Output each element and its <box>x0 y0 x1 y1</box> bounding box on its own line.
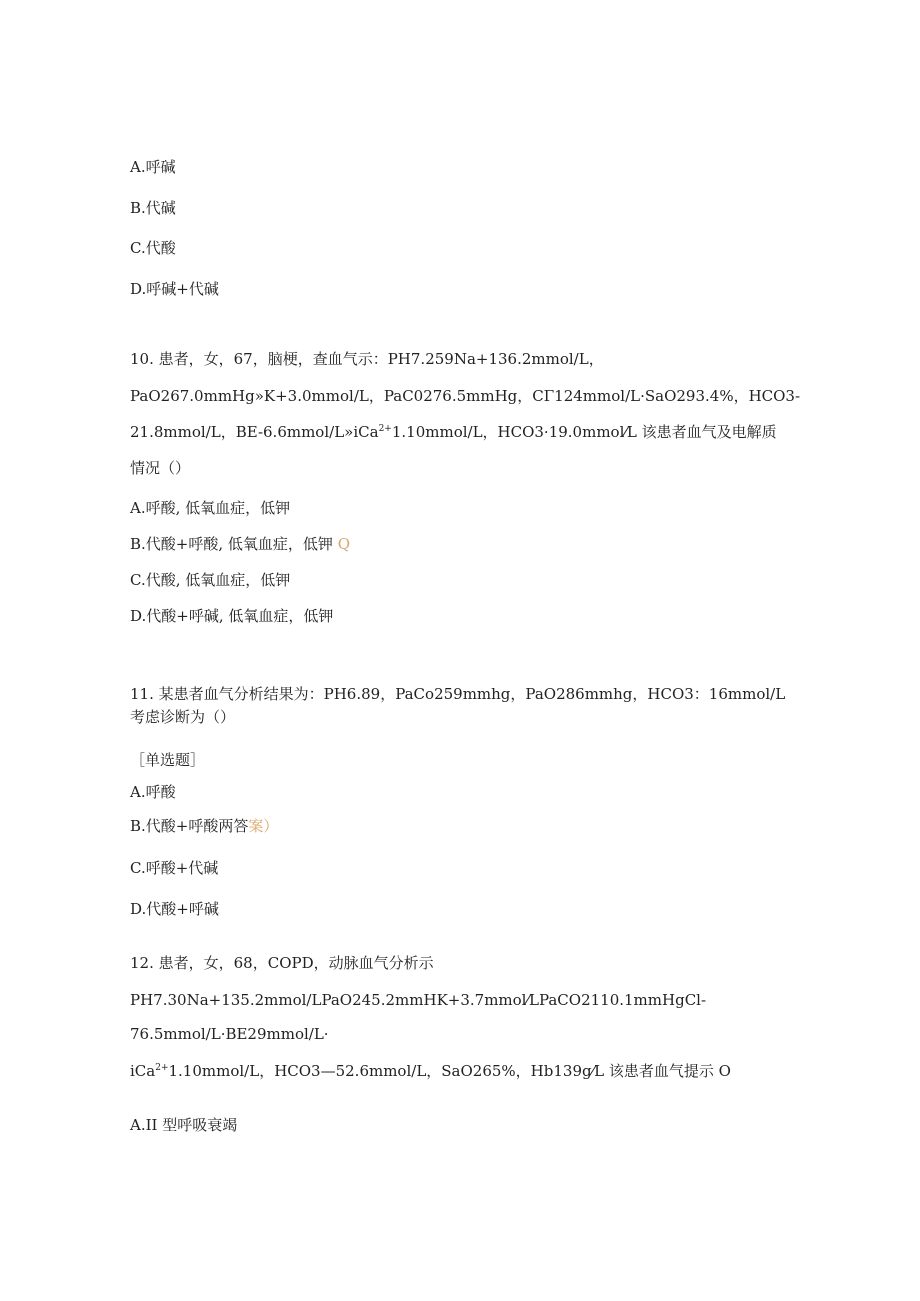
q11-option-c: C.呼酸+代碱 <box>130 859 219 877</box>
q10-stem-line3-b: 1.10mmol/L，HCO3·19.0mmol⁄L 该患者血气及电解质 <box>391 423 777 441</box>
q10-stem-line1: 10. 患者，女，67，脑梗，查血气示：PH7.259Na+136.2mmol/L， <box>130 350 604 368</box>
q11-question-type: ［单选题］ <box>130 751 206 769</box>
q11-stem-line2: 考虑诊断为（） <box>130 708 236 726</box>
q10-stem-line3 <box>130 422 777 442</box>
q12-stem-line3: 76.5mmol/L·BE29mmol/L· <box>130 1025 329 1043</box>
q11-option-b-text: B.代酸+呼酸两答 <box>130 817 249 835</box>
q10-option-d: D.代酸+呼碱, 低氧血症，低钾 <box>130 607 334 625</box>
q12-superscript: 2+ <box>155 1063 169 1073</box>
q9-option-b: B.代碱 <box>130 199 176 217</box>
q10-option-b-mark: Q <box>337 535 350 553</box>
q12-stem-line1: 12. 患者，女，68，COPD，动脉血气分析示 <box>130 954 434 972</box>
q11-option-a: A.呼酸 <box>130 783 176 801</box>
q9-option-c: C.代酸 <box>130 239 176 257</box>
q11-stem-line1: 11. 某患者血气分析结果为：PH6.89，PaCo259mmhg，PaO286mmhg，HCO3：16mmol/L <box>130 685 786 703</box>
q10-option-c: C.代酸, 低氧血症，低钾 <box>130 571 291 589</box>
q12-stem-line4 <box>130 1061 731 1081</box>
q10-stem-line3-a: 21.8mmol/L，BE-6.6mmol/L»iCa <box>130 423 379 441</box>
q10-option-b-text: B.代酸+呼酸, 低氧血症，低钾 <box>130 535 333 553</box>
q10-superscript: 2+ <box>378 424 392 434</box>
q12-stem-line2: PH7.30Na+135.2mmol/LPaO245.2mmHK+3.7mmol⁄LPaCO2110.1mmHgCl- <box>130 991 707 1009</box>
q9-option-d: D.呼碱+代碱 <box>130 280 219 298</box>
q10-stem-line2: PaO267.0mmHg»K+3.0mmol/L，PaC0276.5mmHg，CΓ124mmol/L·SaO293.4%，HCO3- <box>130 387 801 405</box>
q11-option-b-mark: 案） <box>248 817 279 835</box>
q12-stem-line4-a: iCa <box>130 1062 156 1080</box>
q11-option-b <box>130 816 278 836</box>
q10-option-b <box>130 534 350 554</box>
q10-option-a: A.呼酸, 低氧血症，低钾 <box>130 499 291 517</box>
q11-option-d: D.代酸+呼碱 <box>130 900 219 918</box>
q12-option-a: A.II 型呼吸衰竭 <box>130 1116 238 1134</box>
q10-stem-line4: 情况（） <box>130 459 191 477</box>
q9-option-a: A.呼碱 <box>130 158 176 176</box>
q12-stem-line4-b: 1.10mmol/L，HCO3—52.6mmol/L，SaO265%，Hb139g⁄L 该患者血气提示 O <box>168 1062 731 1080</box>
